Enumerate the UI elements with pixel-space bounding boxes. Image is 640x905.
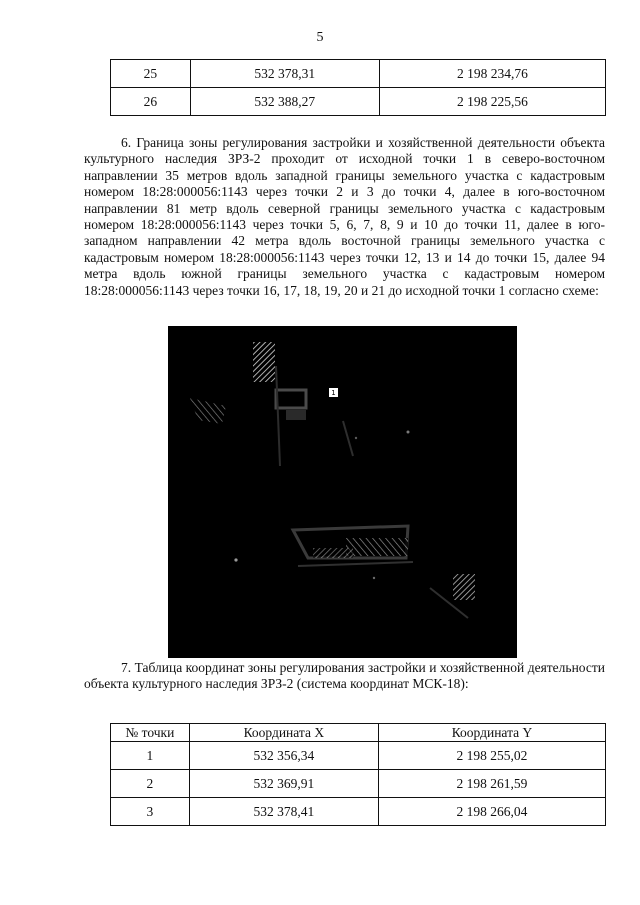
table-cell-y: 2 198 261,59: [378, 770, 605, 798]
table-cell-y: 2 198 234,76: [379, 60, 605, 88]
page-number: 5: [316, 30, 324, 45]
scheme-drawing: [168, 326, 517, 658]
table-cell-x: 532 378,41: [189, 798, 378, 826]
table-row: [111, 742, 606, 770]
table-cell-x: 532 378,31: [190, 60, 379, 88]
table-cell-x: 532 388,27: [190, 88, 379, 116]
table-cell-point: 1: [111, 742, 190, 770]
paragraph-7-text: 7. Таблица координат зоны регулирования застройки и хозяйственной деятельности объекта культурного наследия ЗРЗ-2 (система координат МСК-18):: [84, 660, 605, 692]
coordinates-table: [110, 723, 606, 826]
table-header-row: [111, 724, 606, 742]
paragraph-6-text: 6. Граница зоны регулирования застройки и хозяйственной деятельности объекта культурного наследия ЗРЗ-2 проходит от исходной точки 1 в северо-восточном направлении 35 метров вдоль западной границы земельного участка с кадастровым номером 18:28:000056:1143 через точки 2 и 3 до точки 4, далее в юго-восточном направлении 81 метр вдоль северной границы земельного участка с кадастровым номером 18:28:000056:1143 через точки 5, 6, 7, 8, 9 и 10 до точки 11, далее в юго-западном направлении 42 метра вдоль восточной границы земельного участка с кадастровым номером 18:28:000056:1143 через точки 12, 13 и 14 до точки 15, далее 94 метра вдоль южной границы земельного участка с кадастровым номером 18:28:000056:1143 через точки 16, 17, 18, 19, 20 и 21 до исходной точки 1 согласно схеме:: [84, 135, 605, 298]
paragraph-6: [84, 135, 605, 299]
table-cell-point: 26: [111, 88, 191, 116]
table-cell-point: 3: [111, 798, 190, 826]
table-cell-point: 2: [111, 770, 190, 798]
header-point-number: № точки: [111, 724, 190, 742]
table-row: [111, 770, 606, 798]
table-row: [111, 88, 606, 116]
table-cell-y: 2 198 225,56: [379, 88, 605, 116]
header-coordinate-y: Координата Y: [378, 724, 605, 742]
table-cell-point: 25: [111, 60, 191, 88]
paragraph-7: [84, 660, 605, 692]
table-row: [111, 798, 606, 826]
table-cell-x: 532 369,91: [189, 770, 378, 798]
zone-scheme-image: [168, 326, 517, 658]
table-cell-y: 2 198 255,02: [378, 742, 605, 770]
table-cell-y: 2 198 266,04: [378, 798, 605, 826]
header-coordinate-x: Координата X: [189, 724, 378, 742]
table-cell-x: 532 356,34: [189, 742, 378, 770]
coordinates-table-continued: [110, 59, 606, 116]
scheme-point-label: 1: [331, 389, 336, 397]
table-row: [111, 60, 606, 88]
